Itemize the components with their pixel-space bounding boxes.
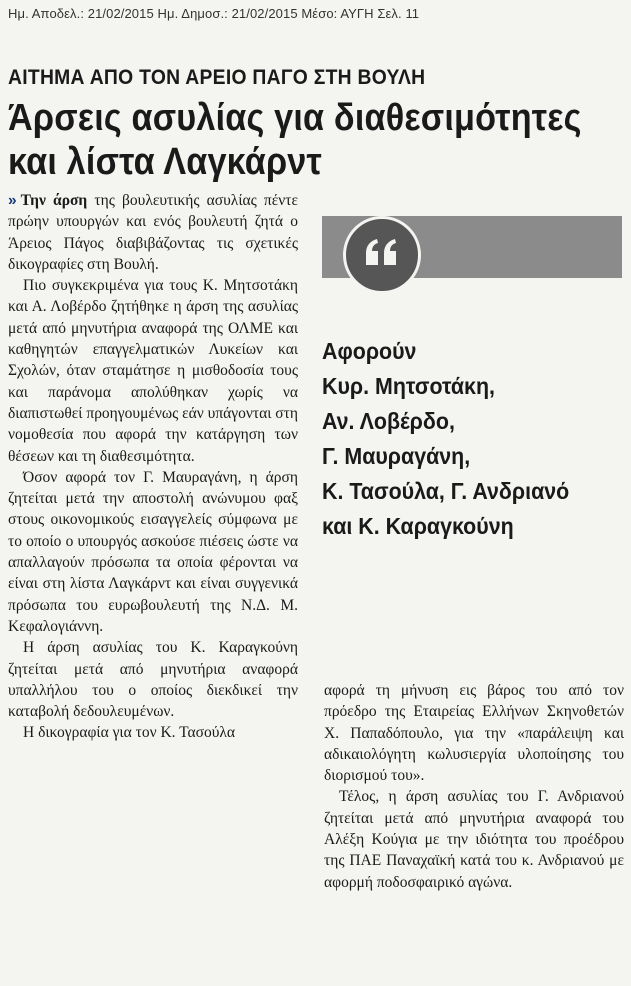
pullquote-line: Κυρ. Μητσοτάκη, [322,373,495,399]
lead-rest: της βουλευτικής ασυλίας πέντε πρώην υπουργών και ενός βουλευτή ζητά ο Άρειος Πάγος διαβιβάζοντας τις σχετικές δικογραφίες στη Βουλή. [8,192,298,273]
clipping-meta: Ημ. Αποδελ.: 21/02/2015 Ημ. Δημοσ.: 21/02/2015 Μέσο: ΑΥΓΗ Σελ. 11 [8,6,420,21]
lead-paragraph [8,190,298,275]
pullquote [322,334,622,544]
headline [8,96,628,184]
headline-line: Άρσεις ασυλίας για διαθεσιμότητες [8,97,582,139]
body-paragraph: Τέλος, η άρση ασυλίας του Γ. Ανδριανού ζητείται μετά από μηνυτήρια αναφορά του Αλέξη Κούγια με την ιδιότητα του προέδρου της ΠΑΕ Παναχαϊκή κατά του κ. Ανδριανού με αφορμή ποδοσφαιρικό αγώνα. [324,788,624,891]
body-paragraph: Πιο συγκεκριμένα για τους Κ. Μητσοτάκη και Α. Λοβέρδο ζητήθηκε η άρση της ασυλίας μετά από μηνυτήρια αναφορά της ΟΛΜΕ και καθηγητών επαγγελματικών Λυκείων και Σχολών, όταν σταμάτησε η μισθοδοσία τους και παράνομα απολύθηκαν χωρίς να διαπιστωθεί προηγουμένως εάν υπάγονται στη νομοθεσία που αφορά την κατάργηση των θέσεων και τη διαθεσιμότητα. [8,277,298,465]
pullquote-line: Κ. Τασούλα, Γ. Ανδριανό [322,478,570,504]
pullquote-line: και Κ. Καραγκούνη [322,513,514,539]
body-paragraph: Η δικογραφία για τον Κ. Τασούλα [23,724,236,742]
pullquote-line: Αφορούν [322,338,417,364]
headline-line: και λίστα Λαγκάρντ [8,141,322,183]
quote-icon-graphic [346,219,418,291]
quote-icon [343,216,421,294]
column-left [8,190,298,744]
pullquote-line: Γ. Μαυραγάνη, [322,443,471,469]
body-paragraph: αφορά τη μήνυση εις βάρος του από τον πρόεδρο της Εταιρείας Ελλήνων Σκηνοθετών Χ. Παπαδόπουλο, για την «παράλειψη και αδικαιολόγητη κωλυσιεργία υλοποίησης του διορισμού του». [324,682,624,785]
pullquote-line: Αν. Λοβέρδο, [322,408,455,434]
kicker: ΑΙΤΗΜΑ ΑΠΟ ΤΟΝ ΑΡΕΙΟ ΠΑΓΟ ΣΤΗ ΒΟΥΛΗ [8,66,426,89]
column-right [324,680,624,893]
body-paragraph: Η άρση ασυλίας του Κ. Καραγκούνη ζητείται μετά από μηνυτήρια αναφορά υπαλλήλου του ο οποίος διεκδικεί την καταβολή δεδουλευμένων. [8,639,298,721]
lead-marker: » [8,192,17,209]
body-paragraph: Όσον αφορά τον Γ. Μαυραγάνη, η άρση ζητείται μετά την αποστολή ανώνυμου φαξ στους οικονομικούς εισαγγελείς σύμφωνα με το οποίο ο υπουργός ασκούσε πιέσεις ώστε να απαλλαγούν πρόσωπα τα οποία φέρονται να είναι στη λίστα Λαγκάρντ και είναι συγγενικά πρόσωπα του ευρωβουλευτή της Ν.Δ. Μ. Κεφαλογιάννη. [8,468,298,635]
lead-bold: Την άρση [20,192,88,209]
